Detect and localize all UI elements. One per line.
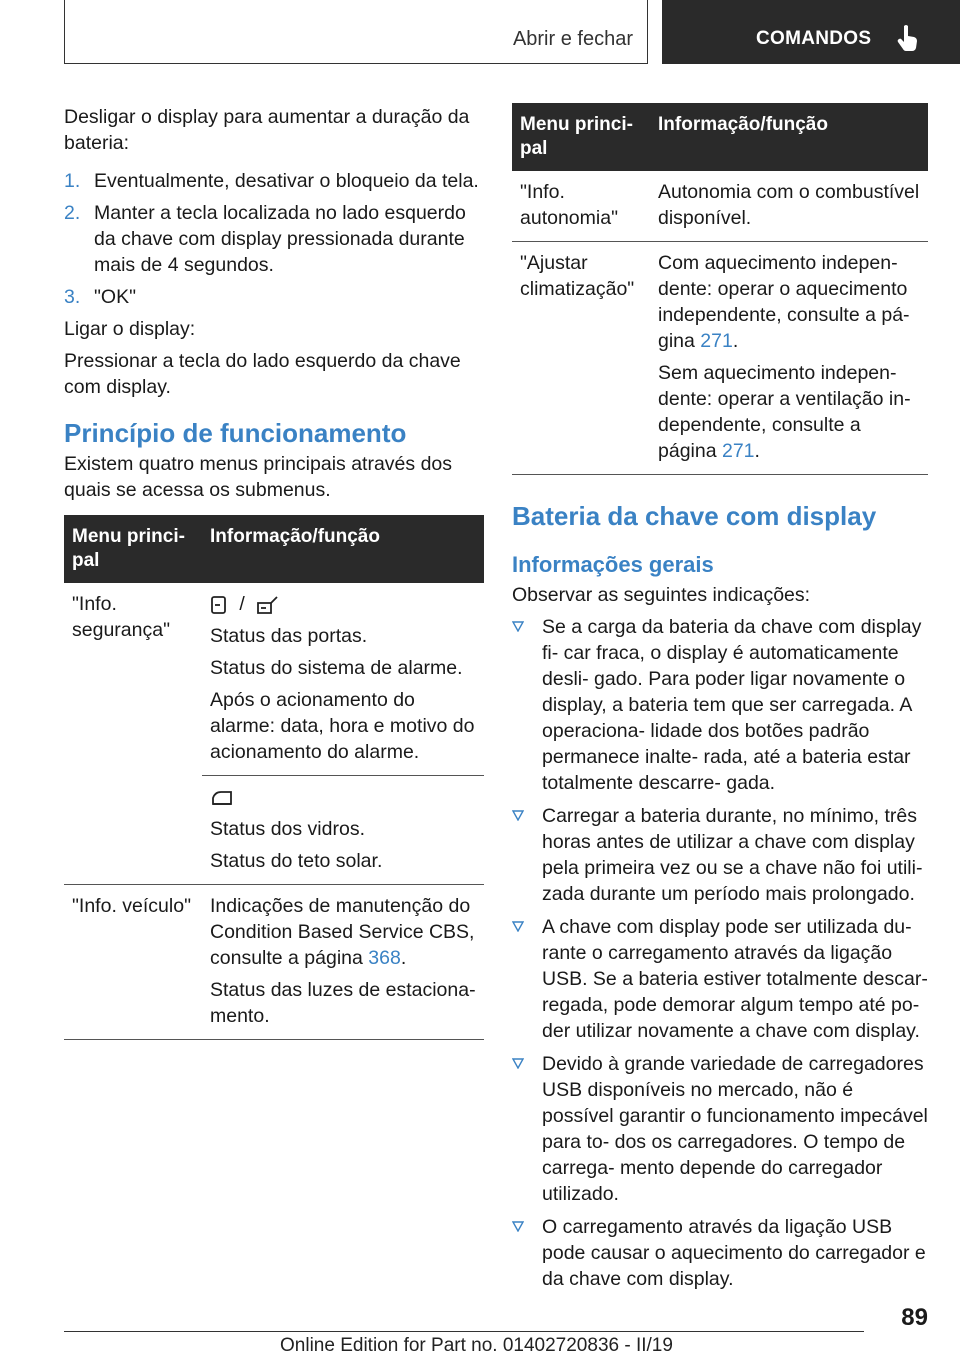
table-row bbox=[512, 242, 928, 475]
chapter-title: COMANDOS bbox=[756, 28, 872, 49]
intro-text: Observar as seguintes indicações: bbox=[512, 584, 811, 606]
bullet-text: A chave com display pode ser utilizada du- rante o carregamento através da ligação USB. Se a bateria estiver totalmente descar- regada, pode demorar algum tempo até po- der utilizar novamente a chave com display. bbox=[542, 916, 928, 1042]
menu-cell: "Ajustar climatização" bbox=[512, 242, 650, 475]
triangle-bullet-icon bbox=[512, 810, 524, 821]
steps-list bbox=[64, 168, 484, 310]
triangle-bullet-icon bbox=[512, 621, 524, 632]
list-item bbox=[512, 803, 928, 907]
header-section-box bbox=[64, 0, 648, 64]
bullet-list bbox=[512, 614, 928, 1292]
table-header-menu: Menu princi- pal bbox=[512, 103, 650, 171]
table-header-menu: Menu princi- pal bbox=[64, 515, 202, 583]
list-item bbox=[512, 614, 928, 796]
section-text: Existem quatro menus principais através dos quais se acessa os submenus. bbox=[64, 453, 453, 501]
triangle-bullet-icon bbox=[512, 1221, 524, 1232]
bullet-text: O carregamento através da ligação USB pode causar o aquecimento do carregador e da chave com display. bbox=[542, 1216, 926, 1290]
list-item bbox=[64, 284, 484, 310]
info-line: Status das luzes de estaciona- mento. bbox=[210, 979, 476, 1027]
info-line bbox=[658, 250, 920, 354]
list-item bbox=[64, 168, 484, 194]
bullet-text: Devido à grande variedade de carregadores USB disponíveis no mercado, não é possível garantir o funcionamento impecável para to- dos os carregadores. O tempo de carrega- mento depende do carregador utilizado. bbox=[542, 1053, 928, 1205]
menu-cell: "Info. autonomia" bbox=[512, 171, 650, 242]
info-text: Indicações de manutenção do Condition Based Service CBS, consulte a página bbox=[210, 895, 475, 969]
bullet-text: Se a carga da bateria da chave com display fi- car fraca, o display é automaticamente desli- gado. Para poder ligar novamente o display, a bateria tem que ser carregada. A operaciona- lidade dos botões padrão permanece inalte- rada, até a bateria estar totalmente descarre- gada. bbox=[542, 616, 922, 794]
info-cell bbox=[202, 583, 484, 776]
bullet-text: Carregar a bateria durante, no mínimo, três horas antes de utilizar a chave com display pela primeira vez ou se a chave não foi utili- zada durante um período mais prolongado. bbox=[542, 805, 923, 905]
page-number: 89 bbox=[901, 1304, 928, 1331]
info-text: Com aquecimento indepen- dente: operar o aquecimento independente, consulte a pá- gina bbox=[658, 252, 910, 352]
info-line: Status dos vidros. bbox=[210, 818, 365, 840]
hand-pointer-icon bbox=[897, 24, 919, 52]
edition-text: Online Edition for Part no. 01402720836 - II/19 bbox=[280, 1335, 673, 1356]
on-text: Pressionar a tecla do lado esquerdo da chave com display. bbox=[64, 350, 461, 398]
icon-separator: / bbox=[239, 593, 245, 615]
page-link[interactable]: 368 bbox=[368, 947, 401, 969]
section-heading: Bateria da chave com display bbox=[512, 501, 877, 531]
list-item bbox=[64, 200, 484, 278]
step-number: 2. bbox=[64, 202, 81, 224]
step-text: "OK" bbox=[94, 286, 137, 308]
menu-table bbox=[64, 515, 484, 1040]
left-column bbox=[64, 104, 484, 1040]
door-closed-icon bbox=[210, 595, 228, 615]
footer-divider bbox=[64, 1331, 864, 1332]
triangle-bullet-icon bbox=[512, 1058, 524, 1069]
info-line bbox=[658, 360, 920, 464]
window-icon bbox=[210, 788, 234, 808]
page-link[interactable]: 271 bbox=[700, 330, 733, 352]
table-row bbox=[64, 583, 484, 776]
list-item bbox=[512, 1214, 928, 1292]
triangle-bullet-icon bbox=[512, 921, 524, 932]
info-cell bbox=[650, 242, 928, 475]
menu-cell: "Info. segurança" bbox=[64, 583, 202, 885]
icons-line bbox=[210, 784, 476, 810]
table-header-info: Informação/função bbox=[202, 515, 484, 583]
list-item bbox=[512, 1051, 928, 1207]
info-text: . bbox=[754, 440, 760, 462]
info-line: Status do sistema de alarme. bbox=[210, 657, 463, 679]
step-number: 3. bbox=[64, 286, 81, 308]
table-row bbox=[64, 885, 484, 1040]
icons-line bbox=[210, 591, 476, 617]
info-line: Status das portas. bbox=[210, 625, 368, 647]
info-cell bbox=[202, 885, 484, 1040]
info-line: Status do teto solar. bbox=[210, 850, 383, 872]
page-link[interactable]: 271 bbox=[721, 440, 755, 462]
section-heading: Princípio de funcionamento bbox=[64, 418, 407, 448]
info-text: Sem aquecimento indepen- dente: operar a ventilação in- dependente, consulte a página bbox=[658, 362, 911, 462]
info-cell bbox=[202, 776, 484, 885]
info-text: . bbox=[732, 330, 739, 352]
table-header-info: Informação/função bbox=[650, 103, 928, 171]
door-open-icon bbox=[256, 595, 280, 615]
info-cell: Autonomia com o combustível disponível. bbox=[650, 171, 928, 242]
table-row bbox=[512, 171, 928, 242]
list-item bbox=[512, 914, 928, 1044]
menu-table bbox=[512, 103, 928, 475]
intro-text: Desligar o display para aumentar a duração da bateria: bbox=[64, 106, 470, 154]
step-text: Manter a tecla localizada no lado esquerdo da chave com display pressionada durante mais de 4 segundos. bbox=[94, 202, 466, 276]
info-text: . bbox=[400, 947, 407, 969]
on-label: Ligar o display: bbox=[64, 318, 196, 340]
subsection-heading: Informações gerais bbox=[512, 552, 714, 577]
right-column bbox=[512, 103, 928, 1299]
chapter-tab bbox=[662, 0, 960, 64]
step-number: 1. bbox=[64, 170, 81, 192]
info-line bbox=[210, 893, 476, 971]
step-text: Eventualmente, desativar o bloqueio da tela. bbox=[94, 170, 479, 192]
menu-cell: "Info. veículo" bbox=[64, 885, 202, 1040]
section-title: Abrir e fechar bbox=[512, 28, 633, 50]
info-line: Após o acionamento do alarme: data, hora e motivo do acionamento do alarme. bbox=[210, 689, 475, 763]
